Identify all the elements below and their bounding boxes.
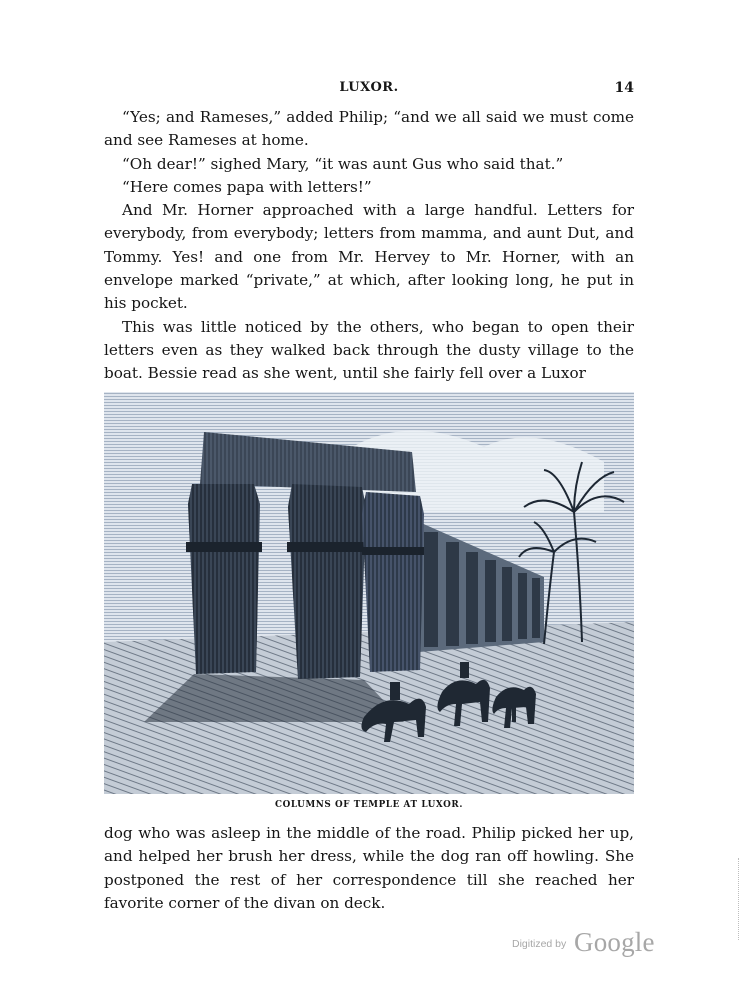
scan-edge-mark <box>738 858 740 940</box>
engraving-illustration <box>104 392 634 794</box>
digitized-watermark <box>512 922 672 958</box>
watermark-brand: Google <box>574 927 655 957</box>
body-text-bottom <box>104 822 634 915</box>
paragraph: “Yes; and Rameses,” added Philip; “and we all said we must come and see Rameses at home. <box>104 108 634 150</box>
running-title: LUXOR. <box>339 80 399 95</box>
figure-caption: COLUMNS OF TEMPLE AT LUXOR. <box>275 800 463 810</box>
page-number: 14 <box>614 80 634 96</box>
paragraph: This was little noticed by the others, who began to open their letters even as they walked back through the dusty village to the boat. Bessie read as she went, until she fairly fell over a Luxor <box>104 317 634 383</box>
body-text-top <box>104 106 634 386</box>
temple-engraving <box>104 392 634 794</box>
paragraph: dog who was asleep in the middle of the road. Philip picked her up, and helped her brush her dress, while the dog ran off howling. She postponed the rest of her correspondence till she reached her favorite corner of the divan on deck. <box>104 824 634 912</box>
paragraph: “Oh dear!” sighed Mary, “it was aunt Gus who said that.” <box>122 154 564 173</box>
paragraph: And Mr. Horner approached with a large handful. Letters for everybody, from everybody; letters from mamma, and aunt Dut, and Tommy. Yes! and one from Mr. Hervey to Mr. Horner, with an envelope marked “private,” at which, after looking long, he put in his pocket. <box>104 201 634 313</box>
temple-columns <box>186 484 424 679</box>
watermark-label: Digitized by <box>512 938 567 950</box>
page-header <box>104 80 634 102</box>
paragraph: “Here comes papa with letters!” <box>122 177 372 196</box>
